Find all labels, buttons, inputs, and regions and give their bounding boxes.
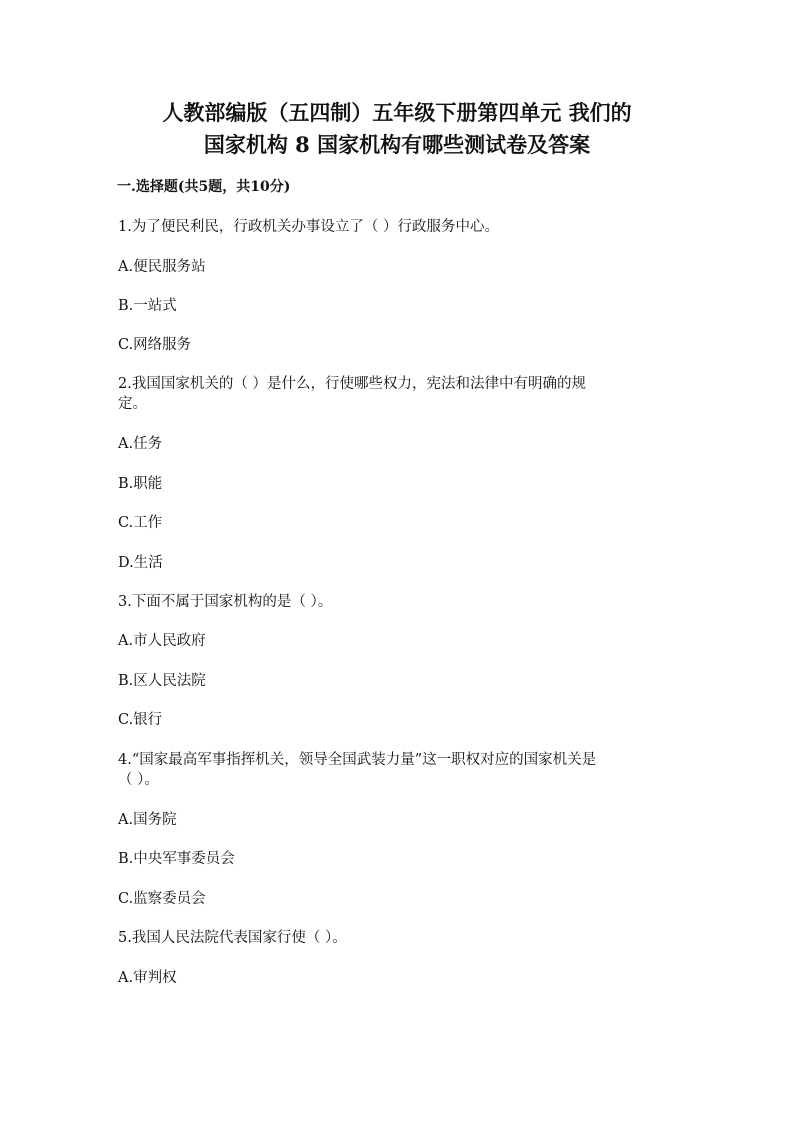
question-2-option-c: C.工作 [118, 515, 163, 531]
question-5-option-a: A.审判权 [118, 970, 177, 986]
document-title-line-2: 国家机构 8 国家机构有哪些测试卷及答案 [203, 132, 591, 157]
question-2-option-b: B.职能 [118, 476, 163, 492]
question-3-option-a: A.市人民政府 [118, 633, 206, 649]
question-3-option-b: B.区人民法院 [118, 673, 206, 689]
question-4-option-b: B.中央军事委员会 [118, 851, 235, 867]
question-4-stem-line-2: （ ）。 [118, 772, 159, 788]
question-2-stem-line-1: 2.我国国家机关的（ ）是什么，行使哪些权力，宪法和法律中有明确的规 [118, 376, 586, 392]
question-1-stem: 1.为了便民利民，行政机关办事设立了（ ）行政服务中心。 [118, 219, 499, 235]
document-title-line-1: 人教部编版（五四制）五年级下册第四单元 我们的 [162, 100, 632, 125]
question-4-option-c: C.监察委员会 [118, 891, 206, 907]
question-4-option-a: A.国务院 [118, 812, 177, 828]
question-5-stem: 5.我国人民法院代表国家行使（ ）。 [118, 930, 347, 946]
question-1-option-c: C.网络服务 [118, 337, 192, 353]
question-2-stem-line-2: 定。 [118, 396, 147, 412]
question-1-option-a: A.便民服务站 [118, 259, 206, 275]
question-3-stem: 3.下面不属于国家机构的是（ ）。 [118, 594, 333, 610]
section-heading: 一.选择题(共5题，共10分) [117, 179, 291, 195]
question-1-option-b: B.一站式 [118, 298, 177, 314]
question-4-stem-line-1: 4.“国家最高军事指挥机关，领导全国武装力量”这一职权对应的国家机关是 [118, 752, 597, 768]
question-2-option-a: A.任务 [118, 436, 163, 452]
question-2-option-d: D.生活 [118, 555, 163, 571]
question-3-option-c: C.银行 [118, 712, 163, 728]
